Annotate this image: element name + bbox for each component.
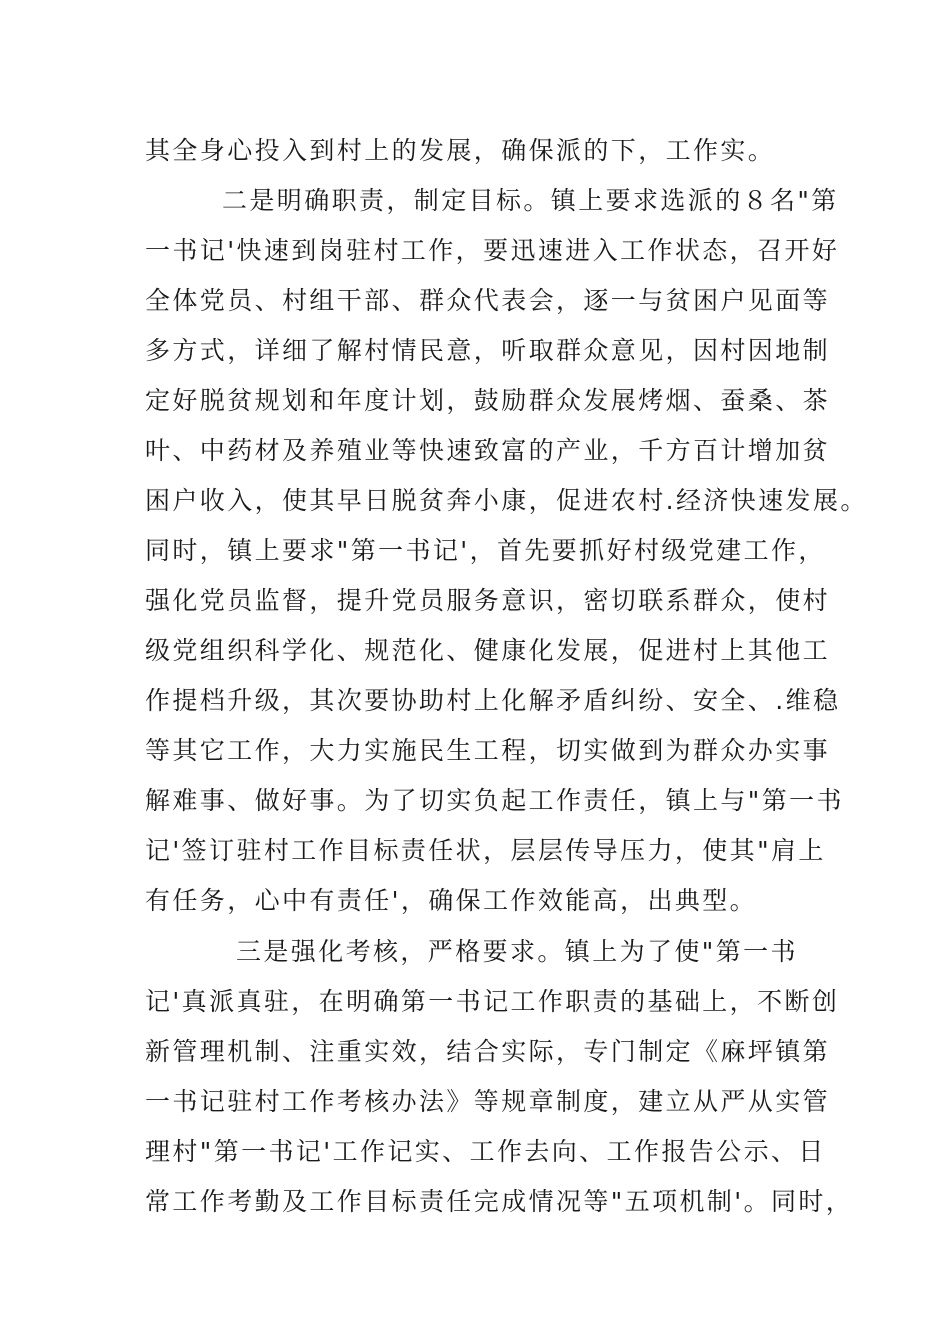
text-line: 叶、中药材及养殖业等快速致富的产业，千方百计增加贫 — [145, 436, 831, 465]
text-line: 作提档升级，其次要协助村上化解矛盾纠纷、安全、.维稳 — [145, 686, 841, 715]
text-line: 解难事、做好事。为了切实负起工作责任，镇上与"第一书 — [145, 786, 844, 815]
paragraph-start-line: 三是强化考核，严格要求。镇上为了使"第一书 — [236, 937, 798, 966]
text-line: 强化党员监督，提升党员服务意识，密切联系群众，使村 — [145, 586, 831, 615]
text-line: 多方式，详细了解村情民意，听取群众意见，因村因地制 — [145, 336, 831, 365]
text-line: 等其它工作，大力实施民生工程，切实做到为群众办实事 — [145, 736, 831, 765]
text-line: 其全身心投入到村上的发展，确保派的下，工作实。 — [145, 136, 776, 165]
text-line: 记'签订驻村工作目标责任状，层层传导压力，使其"肩上 — [145, 836, 826, 865]
text-line: 有任务，心中有责任'，确保工作效能高，出典型。 — [145, 886, 758, 915]
text-line: 一书记驻村工作考核办法》等规章制度，建立从严从实管 — [145, 1087, 831, 1116]
text-line: 记'真派真驻，在明确第一书记工作职责的基础上，不断创 — [145, 987, 840, 1016]
text-line: 一书记'快速到岗驻村工作，要迅速进入工作状态，召开好 — [145, 236, 840, 265]
paragraph-start-line: 二是明确职责，制定目标。镇上要求选派的８名"第 — [222, 186, 839, 215]
text-line: 困户收入，使其早日脱贫奔小康，促进农村.经济快速发展。 — [145, 486, 868, 515]
text-line: 理村"第一书记'工作记实、工作去向、工作报告公示、日 — [145, 1137, 826, 1166]
text-line: 新管理机制、注重实效，结合实际，专门制定《麻坪镇第 — [145, 1037, 831, 1066]
text-line: 全体党员、村组干部、群众代表会，逐一与贫困户见面等 — [145, 286, 831, 315]
text-line: 同时，镇上要求"第一书记'，首先要抓好村级党建工作， — [145, 536, 826, 565]
text-line: 级党组织科学化、规范化、健康化发展，促进村上其他工 — [145, 636, 831, 665]
text-line: 定好脱贫规划和年度计划，鼓励群众发展烤烟、蚕桑、茶 — [145, 386, 831, 415]
text-line: 常工作考勤及工作目标责任完成情况等"五项机制'。同时， — [145, 1187, 854, 1216]
